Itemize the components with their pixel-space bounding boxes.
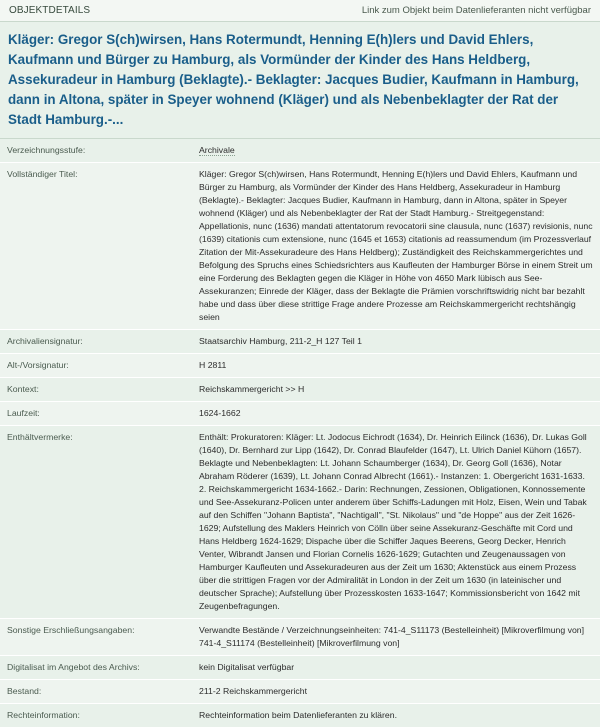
row-label: Bestand: — [0, 680, 192, 704]
related-holding-line: Verwandte Bestände / Verzeichnungseinheiten: 741-4_S11173 (Bestelleinheit) [Mikroverfilmung von] — [199, 625, 585, 635]
metadata-row-altsignatur — [0, 354, 600, 378]
archivale-link[interactable]: Archivale — [199, 145, 235, 155]
row-label: Vollständiger Titel: — [0, 163, 192, 330]
row-label: Enthältvermerke: — [0, 426, 192, 619]
row-label: Kontext: — [0, 378, 192, 402]
metadata-row-verzeichnungsstufe — [0, 139, 600, 163]
metadata-table — [0, 139, 600, 728]
row-label: Archivaliensignatur: — [0, 330, 192, 354]
row-value — [192, 139, 600, 163]
metadata-row-rechteinformation — [0, 704, 600, 728]
related-holding-line: 741-4_S11174 (Bestelleinheit) [Mikroverfilmung von] — [199, 638, 400, 648]
row-label: Rechteinformation: — [0, 704, 192, 728]
metadata-row-vollstaendiger-titel — [0, 163, 600, 330]
metadata-row-archivaliensignatur — [0, 330, 600, 354]
row-value — [192, 619, 600, 656]
metadata-row-bestand — [0, 680, 600, 704]
row-value: 1624-1662 — [192, 402, 600, 426]
row-label: Digitalisat im Angebot des Archivs: — [0, 656, 192, 680]
row-value: Staatsarchiv Hamburg, 211-2_H 127 Teil 1 — [192, 330, 600, 354]
metadata-row-laufzeit — [0, 402, 600, 426]
row-label: Laufzeit: — [0, 402, 192, 426]
row-value: H 2811 — [192, 354, 600, 378]
section-label: OBJEKTDETAILS — [9, 5, 91, 16]
metadata-row-digitalisat — [0, 656, 600, 680]
metadata-row-enthaeltvermerke — [0, 426, 600, 619]
metadata-row-sonstige-angaben — [0, 619, 600, 656]
source-link-status: Link zum Objekt beim Datenlieferanten nicht verfügbar — [361, 5, 591, 16]
details-header-bar — [0, 0, 600, 22]
row-label: Sonstige Erschließungsangaben: — [0, 619, 192, 656]
row-label: Verzeichnungsstufe: — [0, 139, 192, 163]
object-title: Kläger: Gregor S(ch)wirsen, Hans Rotermundt, Henning E(h)lers und David Ehlers, Kaufmann und Bürger zu Hamburg, als Vormünder der Kinder des Hans Heldberg, Assekuradeur in Hamburg (Beklagte).- Beklagter: Jacques Budier, Kaufmann in Hamburg, dann in Altona, später in Speyer wohnend (Kläger) und als Nebenbeklagter der Rat der Stadt Hamburg.-... — [0, 22, 600, 139]
metadata-row-kontext — [0, 378, 600, 402]
row-value: Enthält: Prokuratoren: Kläger: Lt. Jodocus Eichrodt (1634), Dr. Heinrich Eilinck (1636), Dr. Lukas Goll (1640), Dr. Bernhard zur Lipp (1642), Dr. Conrad Blaufelder (1647), Lt. Ulrich Daniel Kühorn (1657). Beklagte und Nebenbeklagten: Lt. Johann Schaumberger (1634), Dr. Georg Goll (1636), Notar Abraham Röderer (1639), Lt. Johann Conrad Albrecht (1661).- Instanzen: 1. Obergericht 1631-1633. 2. Reichskammergericht 1634-1662.- Darin: Rechnungen, Zessionen, Obligationen, Konnossemente und See-Assekuranz-Policen unter anderem über Schiffs-Ladungen mit Holz, Eisen, Wein und Tabak auf den Schiffen "Johann Baptista", "Nachtigall", "St. Nikolaus" und "de Hoppe" aus der Zeit 1626-1629; Aufstellung des Maklers Heinrich von Cölln über seine Assekuranz-Geschäfte mit Cord und Hans Heldberg 1624-1629; Dispache über die Schiffer Jaques Beerens, Georg Decker, Henrich Venter, Wibrandt Jansen und Florian Cornelis 1626-1629; Gutachten und Zeugenaussagen von Hamburger Kaufleuten und Assekuradeuren aus der Zeit um 1630; Aktenstück aus einem Prozess über die strittigen Fragen vor der Admiralität in London in der Zeit um 1630 (in lateinischer und deutscher Sprache); Aufstellung über Prozesskosten 1633-1647; Kommissionsbericht von 1642 mit Zeugenbefragungen. — [192, 426, 600, 619]
row-value: Kläger: Gregor S(ch)wirsen, Hans Rotermundt, Henning E(h)lers und David Ehlers, Kaufmann und Bürger zu Hamburg, als Vormünder der Kinder des Hans Heldberg, Assekuradeur in Hamburg (Beklagte).- Beklagter: Jacques Budier, Kaufmann in Hamburg, dann in Altona, später in Speyer wohnend (Kläger) und als Nebenbeklagter der Rat der Stadt Hamburg.- Streitgegenstand: Appellationis, nunc (1636) mandati attentatorum revocatorii sine clausula, nunc (1637) revisionis, nunc (1639) citationis cum extensione, nunc (1645 et 1653) citationis ad reassumendum (im Prozessverlauf Zitation der Mit-Assekuradeure des Hans Heldberg); Zuständigkeit des Reichskammergerichtes und Befolgung des Spruchs eines Schiedsrichters aus Kaufleuten der Hamburger Börse in einem Streit um eine Forderung des Beklagten gegen die Kläger in Höhe von 4650 Mark lübisch aus See-Assekuranzen; Einrede der Kläger, dass der Beklagte die Prämien vorschriftswidrig nicht bar bezahlt habe und dass über diese strittige Frage andere Prozesse am Reichskammergericht rechtshängig seien — [192, 163, 600, 330]
row-label: Alt-/Vorsignatur: — [0, 354, 192, 378]
row-value: 211-2 Reichskammergericht — [192, 680, 600, 704]
row-value: Reichskammergericht >> H — [192, 378, 600, 402]
row-value: Rechteinformation beim Datenlieferanten zu klären. — [192, 704, 600, 728]
row-value: kein Digitalisat verfügbar — [192, 656, 600, 680]
